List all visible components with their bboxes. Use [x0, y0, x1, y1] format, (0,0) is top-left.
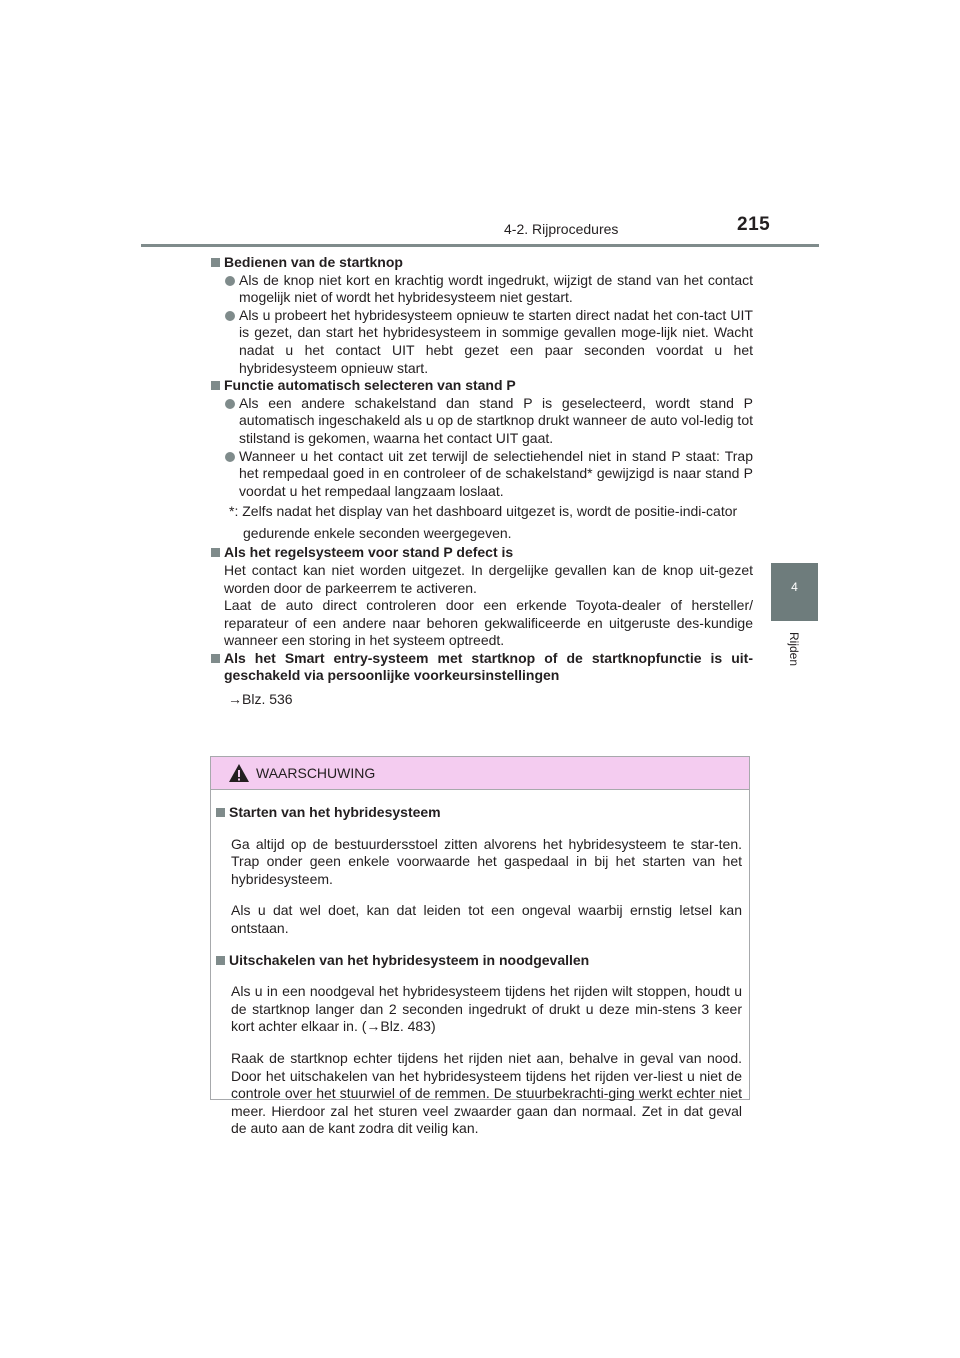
section-heading: Functie automatisch selecteren van stand P	[210, 377, 753, 395]
warning-triangle-icon	[228, 763, 250, 783]
chapter-label	[780, 632, 808, 682]
chapter-title: Rijden	[787, 632, 801, 667]
section-title: 4-2. Rijprocedures	[504, 221, 619, 237]
bullet-item: Als de knop niet kort en krachtig wordt ingedrukt, wijzigt de stand van het contact mogelijk niet of wordt het hybridesysteem niet gestart.	[210, 272, 753, 307]
warning-box	[210, 756, 750, 1137]
warning-heading: Uitschakelen van het hybridesysteem in noodgevallen	[215, 952, 742, 970]
warning-body	[215, 801, 742, 1152]
paragraph: Ga altijd op de bestuurdersstoel zitten alvorens het hybridesysteem te star-ten. Trap onder geen enkele voorwaarde het gaspedaal in bij het starten van het hybridesysteem.	[231, 835, 742, 887]
warning-title: WAARSCHUWING	[256, 765, 376, 781]
page-reference[interactable]: →Blz. 536	[228, 691, 293, 708]
paragraph: Laat de auto direct controleren door een erkende Toyota-dealer of hersteller/ reparateur of een andere naar behoren gekwalificeerde en uitgeruste des-kundige wanneer een storing in het systeem optreedt.	[224, 597, 753, 649]
footnote: *: Zelfs nadat het display van het dashboard uitgezet is, wordt de positie-indi-cator gedurende enkele seconden weergegeven.	[229, 503, 738, 542]
warning-header	[211, 757, 749, 790]
section-heading: Als het regelsysteem voor stand P defect is	[210, 544, 753, 562]
page-number: 215	[737, 214, 771, 235]
main-content	[210, 254, 753, 709]
paragraph: Als u in een noodgeval het hybridesysteem tijdens het rijden wilt stoppen, houdt u de startknop langer dan 2 seconden ingedrukt of drukt u deze min-stens 3 keer kort achter elkaar in. (→Blz. 483)	[231, 983, 742, 1035]
paragraph: Raak de startknop echter tijdens het rijden niet aan, behalve in geval van nood. Door het uitschakelen van het hybridesysteem tijdens het rijden ver-liest u niet de controle over het stuurwiel of de remmen. De stuurbekrachti-ging werkt echter niet meer. Hierdoor zal het sturen veel zwaarder gaan dan normaal. Zet in dat geval de auto aan de kant zodra dit veilig kan.	[231, 1049, 742, 1137]
bullet-item: Wanneer u het contact uit zet terwijl de selectiehendel niet in stand P staat: Trap het rempedaal goed in en controleer of de schakelstand* gewijzigd is naar stand P voordat u het rempedaal langzaam loslaat.	[210, 448, 753, 501]
section-heading: Als het Smart entry-systeem met startknop of de startknopfunctie is uit-geschakeld via persoonlijke voorkeursinstellingen	[210, 650, 753, 685]
header-divider	[141, 244, 819, 247]
paragraph: Als u dat wel doet, kan dat leiden tot een ongeval waarbij ernstig letsel kan ontstaan.	[231, 902, 742, 936]
paragraph: Het contact kan niet worden uitgezet. In dergelijke gevallen kan de knop uit-gezet worden door de parkeerrem te activeren.	[224, 561, 753, 596]
chapter-tab: 4	[771, 563, 818, 621]
warning-heading: Starten van het hybridesysteem	[215, 804, 742, 822]
bullet-item: Als u probeert het hybridesysteem opnieuw te starten direct nadat het con-tact UIT is gezet, dan start het hybridesysteem in sommige gevallen moge-lijk niet. Wacht nadat u het contact UIT hebt gezet een paar seconden voordat u het hybridesysteem opnieuw start.	[210, 307, 753, 377]
bullet-item: Als een andere schakelstand dan stand P is geselecteerd, wordt stand P automatisch ingeschakeld als u op de startknop drukt wanneer de auto vol-ledig tot stilstand is gekomen, waarna het contact UIT gaat.	[210, 395, 753, 448]
section-heading: Bedienen van de startknop	[210, 254, 753, 272]
